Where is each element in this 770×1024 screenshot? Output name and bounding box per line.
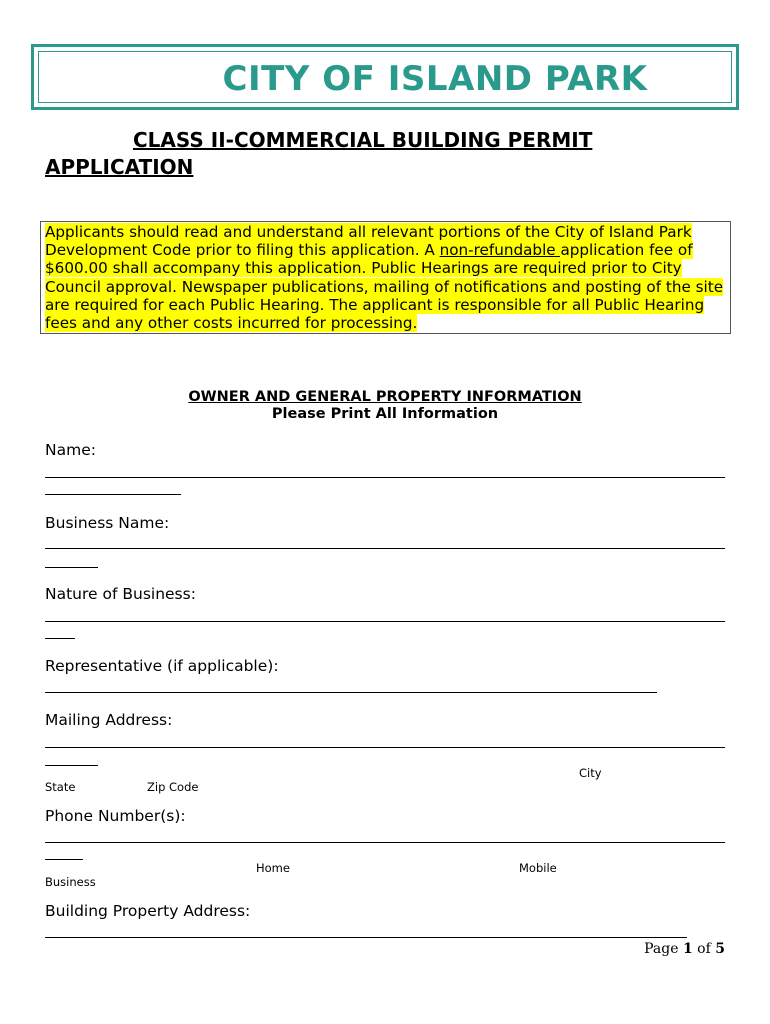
page-word: Page [644, 941, 683, 957]
page-total: 5 [715, 941, 725, 957]
phone-label: Phone Number(s): [45, 807, 186, 825]
city-title: CITY OF ISLAND PARK [222, 59, 648, 99]
notice-part1: Applicants should read and understand all relevant portions of the City of Island Park Development Code prior to filing this application. A [45, 223, 692, 260]
of-word: of [692, 941, 716, 957]
form-title-line2: APPLICATION [45, 155, 194, 179]
name-label: Name: [45, 441, 96, 459]
business-phone-label: Business [45, 875, 96, 889]
phone-line-cont[interactable] [45, 859, 83, 860]
property-address-line[interactable] [45, 937, 687, 938]
mailing-address-label: Mailing Address: [45, 711, 173, 729]
notice-box [40, 221, 731, 334]
business-name-line[interactable] [45, 548, 725, 549]
home-label: Home [256, 861, 290, 875]
nature-of-business-label: Nature of Business: [45, 585, 196, 603]
notice-part2: application fee of $600.00 shall accompany this application. Public Hearings are required prior to City Council approval. Newspaper publications, mailing of notifications and posting of the site are required for each Public Hearing. The applicant is responsible for all Public Hearing fees and any other costs incurred for processing. [45, 241, 724, 333]
page-current: 1 [682, 941, 693, 957]
notice-text [45, 223, 726, 332]
mailing-address-line[interactable] [45, 747, 725, 748]
nature-of-business-line-cont[interactable] [45, 638, 75, 639]
business-name-line-cont[interactable] [45, 567, 98, 568]
representative-label: Representative (if applicable): [45, 657, 279, 675]
form-title-line1: CLASS II-COMMERCIAL BUILDING PERMIT [133, 128, 593, 152]
business-name-label: Business Name: [45, 514, 170, 532]
nature-of-business-line[interactable] [45, 621, 725, 622]
phone-line[interactable] [45, 842, 725, 843]
title-banner [31, 44, 739, 110]
mobile-label: Mobile [519, 861, 557, 875]
notice-underlined: non-refundable [439, 241, 561, 260]
name-line-cont[interactable] [45, 494, 181, 495]
name-line[interactable] [45, 477, 725, 478]
section-title: OWNER AND GENERAL PROPERTY INFORMATION [188, 389, 582, 405]
state-label: State [45, 780, 76, 794]
zip-label: Zip Code [147, 780, 199, 794]
representative-line[interactable] [45, 692, 657, 693]
section-subtitle: Please Print All Information [271, 406, 499, 422]
city-label: City [579, 766, 602, 780]
page-number [644, 941, 725, 957]
property-address-label: Building Property Address: [45, 902, 251, 920]
mailing-address-line-cont[interactable] [45, 765, 98, 766]
